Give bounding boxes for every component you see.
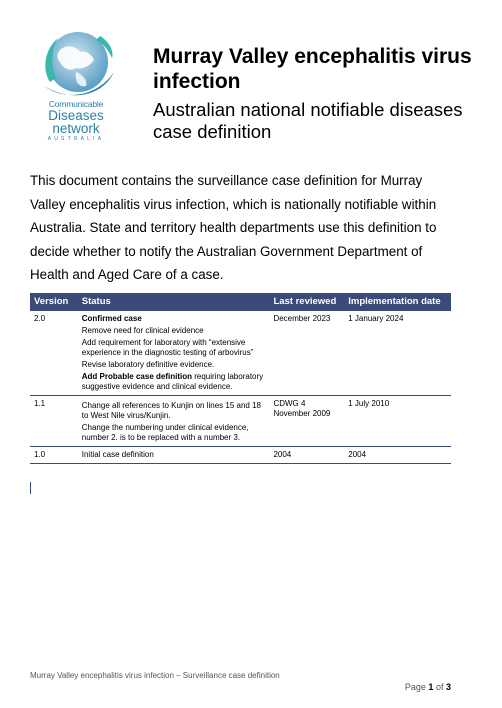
status-item — [82, 372, 266, 392]
version-cell: 1.0 — [30, 447, 78, 464]
status-item: Remove need for clinical evidence — [81, 326, 204, 335]
version-cell: 1.1 — [30, 396, 78, 447]
status-heading: Confirmed case — [81, 314, 142, 323]
footer-document-title: Murray Valley encephalitis virus infection – Surveillance case definition — [30, 671, 280, 680]
status-item-rest: requiring laboratory suggestive evidence and clinical evidence. — [81, 372, 264, 391]
page-number — [405, 682, 451, 692]
reviewed-cell: CDWG 4 November 2009 — [269, 396, 344, 447]
page-total: 3 — [445, 682, 451, 692]
version-cell: 2.0 — [30, 311, 78, 396]
status-item: Revise laboratory definitive evidence. — [81, 360, 215, 369]
page-title: Murray Valley encephalitis virus infection — [153, 45, 472, 93]
status-item: Add requirement for laboratory with “extensive experience in the diagnostic testing of arbovirus” — [81, 338, 254, 357]
table-row — [30, 396, 451, 447]
header-implementation-date: Implementation date — [344, 293, 451, 311]
status-cell — [78, 311, 270, 396]
page-subtitle: Australian national notifiable diseases case definition — [153, 99, 463, 142]
status-item: Change all references to Kunjin on lines 15 and 18 to West Nile virus/Kunjin. — [81, 401, 261, 420]
logo-line-1: Communicable — [48, 99, 104, 109]
implementation-cell: 1 January 2024 — [344, 311, 451, 396]
header-status: Status — [78, 293, 270, 311]
table-row — [30, 311, 451, 396]
of-word: of — [435, 682, 444, 692]
status-item: Change the numbering under clinical evidence, number 2. is to be replaced with a number 3. — [81, 423, 249, 442]
status-cell — [78, 396, 270, 447]
implementation-cell: 1 July 2010 — [344, 396, 451, 447]
header-last-reviewed: Last reviewed — [269, 293, 344, 311]
status-cell — [78, 447, 270, 464]
page-word: Page — [404, 682, 426, 692]
table-row — [30, 447, 451, 464]
logo-line-2: Diseases — [48, 108, 104, 123]
table-header-row — [30, 293, 451, 311]
header-version: Version — [30, 293, 78, 311]
logo-line-3: network — [52, 121, 100, 136]
intro-paragraph: This document contains the surveillance case definition for Murray Valley encephalitis virus infection, which is nationally notifiable within Australia. State and territory health departments use this definition to decide whether to notify the Australian Government Department of Health and Aged Care of a case. — [30, 173, 437, 283]
page-current: 1 — [428, 682, 434, 692]
status-item-bold: Add Probable case definition — [81, 372, 192, 381]
status-item: Initial case definition — [81, 450, 154, 459]
implementation-cell: 2004 — [344, 447, 451, 464]
reviewed-cell: December 2023 — [269, 311, 344, 396]
reviewed-cell: 2004 — [269, 447, 344, 464]
logo-line-4: AUSTRALIA — [47, 136, 105, 142]
table-border-stub — [30, 482, 31, 494]
version-table — [30, 293, 451, 464]
